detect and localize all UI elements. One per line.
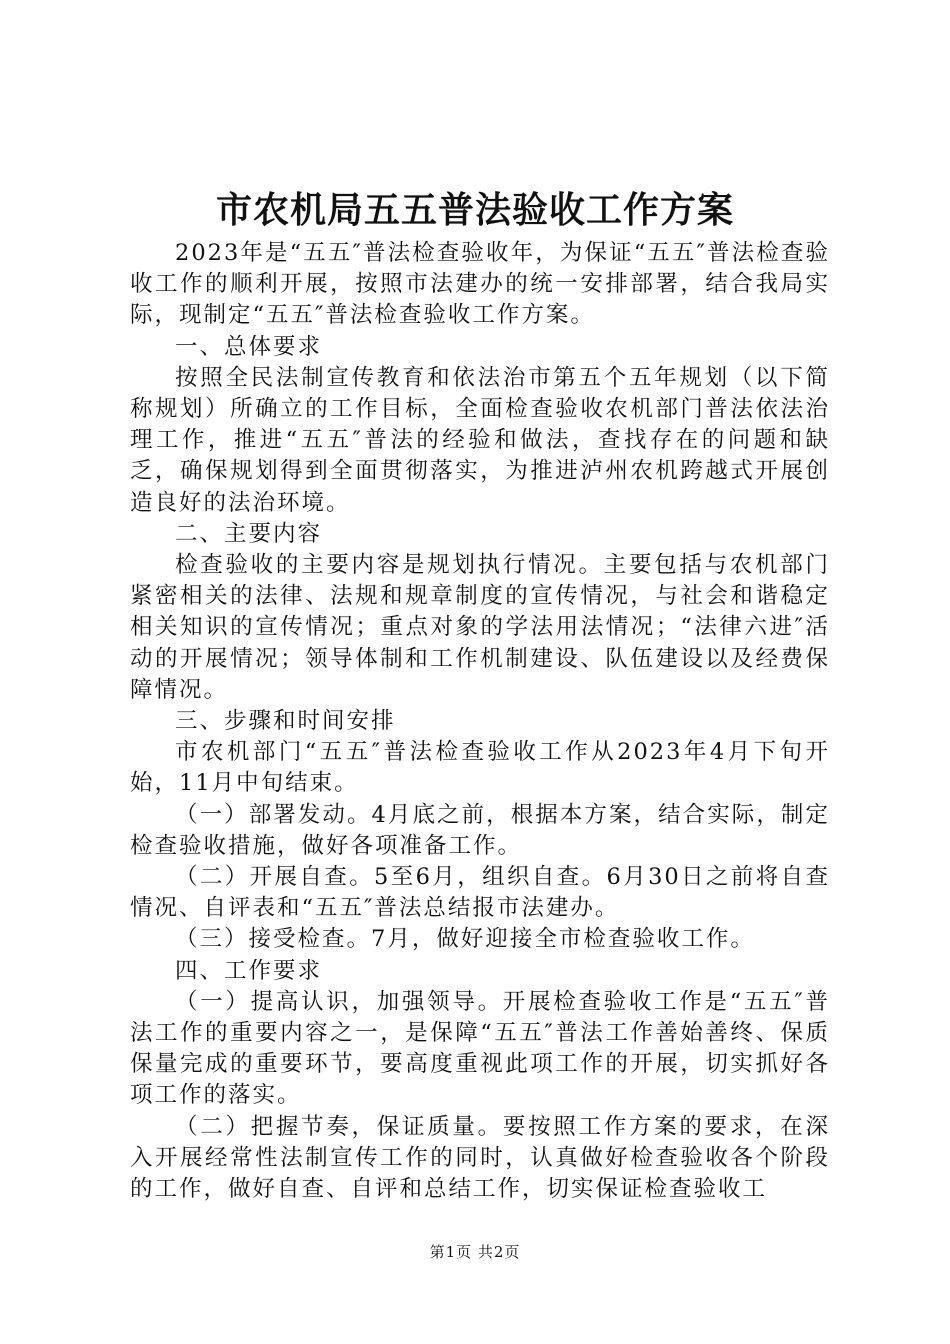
page-footer: 第1页 共2页 [429,1243,521,1261]
section-heading-general-requirements: 一、总体要求 [175,333,323,360]
section-heading-work-requirements: 四、工作要求 [175,957,323,984]
paragraph-step-3: （三）接受检查。7月，做好迎接全市检查验收工作。 [175,926,755,953]
paragraph-intro: 2023年是“五五″普法检查验收年，为保证“五五″普法检查验收工作的顺利开展，按照市法建办的统一安排部署，结合我局实际，现制定“五五″普法检查验收工作方案。 [130,240,830,329]
document-title: 市农机局五五普法验收工作方案 [215,189,734,231]
document-body [130,238,830,1205]
paragraph-step-1: （一）部署发动。4月底之前，根据本方案，结合实际，制定检查验收措施，做好各项准备工作。 [130,801,830,859]
paragraph-step-2: （二）开展自查。5至6月，组织自查。6月30日之前将自查情况、自评表和“五五″普法总结报市法建办。 [130,864,830,922]
paragraph-general-requirements: 按照全民法制宣传教育和依法治市第五个五年规划（以下简称规划）所确立的工作目标，全面检查验收农机部门普法依法治理工作，推进“五五″普法的经验和做法，查找存在的问题和缺乏，确保规划得到全面贯彻落实，为推进泸州农机跨越式开展创造良好的法治环境。 [130,364,830,516]
section-heading-main-content: 二、主要内容 [175,520,323,547]
paragraph-requirement-1: （一）提高认识，加强领导。开展检查验收工作是“五五″普法工作的重要内容之一，是保障“五五″普法工作善始善终、保质保量完成的重要环节，要高度重视此项工作的开展，切实抓好各项工作的落实。 [130,988,830,1109]
paragraph-main-content: 检查验收的主要内容是规划执行情况。主要包括与农机部门紧密相关的法律、法规和规章制度的宣传情况，与社会和谐稳定相关知识的宣传情况；重点对象的学法用法情况；“法律六进″活动的开展情况；领导体制和工作机制建设、队伍建设以及经费保障情况。 [130,552,830,703]
section-heading-schedule: 三、步骤和时间安排 [175,708,396,735]
paragraph-schedule: 市农机部门“五五″普法检查验收工作从2023年4月下旬开始，11月中旬结束。 [130,739,830,797]
paragraph-requirement-2: （二）把握节奏，保证质量。要按照工作方案的要求，在深入开展经常性法制宣传工作的同时，认真做好检查验收各个阶段的工作，做好自查、自评和总结工作，切实保证检查验收工 [130,1113,830,1203]
